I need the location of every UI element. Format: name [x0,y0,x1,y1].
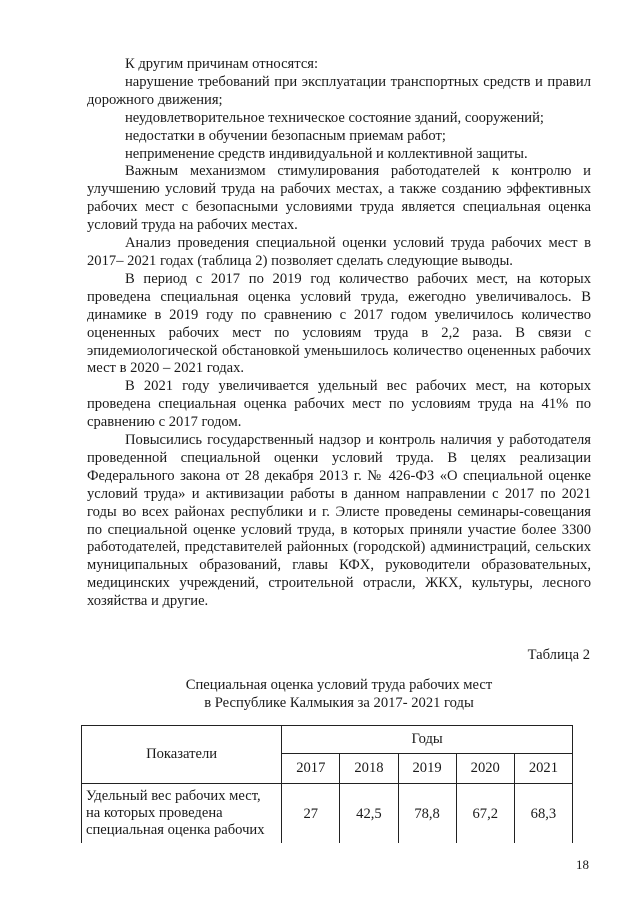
paragraph: неудовлетворительное техническое состояние зданий, сооружений; [125,109,544,126]
body-text [87,56,591,611]
paragraph: Повысились государственный надзор и контроль наличия у работодателя проведенной специальной оценки условий труда. В целях реализации Федерального закона от 28 декабря 2013 г. № 426-ФЗ «О специальной оценке условий труда» и активизации работы в данном направлении с 2017 по 2021 годы во всех районах республики и г. Элисте проведены семинары-совещания по специальной оценке условий труда, в которых приняли участие более 3300 работодателей, представителей районных (городской) администраций, сельских муниципальных образований, главы КФХ, руководители образовательных, медицинских учреждений, строительной отрасли, ЖКХ, культуры, лесного хозяйства и другие. [87,432,591,610]
header-years: Годы [282,726,573,754]
value-cell: 68,3 [514,784,572,846]
paragraph: В период с 2017 по 2019 год количество рабочих мест, на которых проведена специальная оценка условий труда, ежегодно увеличивалось. В динамике в 2019 году по сравнению с 2017 годом увеличилось количество оцененных рабочих мест по условиям труда в 2,2 раза. В связи с эпидемиологической обстановкой уменьшилось количество оцененных рабочих мест в 2020 – 2021 годах. [87,270,591,377]
table-title-line: в Республике Калмыкия за 2017- 2021 годы [204,695,474,711]
row-label: Удельный вес рабочих мест, на которых проведена специальная оценка рабочих [82,784,282,846]
year-cell: 2021 [514,754,572,784]
table-title-line: Специальная оценка условий труда рабочих мест [185,677,493,693]
paragraph: нарушение требований при эксплуатации транспортных средств и правил дорожного движения; [87,73,591,108]
year-cell: 2018 [340,754,398,784]
paragraph: Важным механизмом стимулирования работодателей к контролю и улучшению условий труда на рабочих местах, а также созданию эффективных рабочих мест с безопасными условиями труда является специальная оценка условий труда на рабочих местах. [87,163,591,234]
paragraph: К другим причинам относятся: [125,56,319,72]
paragraph: недостатки в обучении безопасным приемам работ; [125,127,446,144]
page-number: 18 [576,857,589,872]
page-bottom-margin [0,843,640,905]
value-cell: 78,8 [398,784,456,846]
table-label: Таблица 2 [527,647,590,663]
year-cell: 2019 [398,754,456,784]
header-indicators: Показатели [82,726,282,784]
table-header-row [82,726,573,754]
paragraph: Анализ проведения специальной оценки условий труда рабочих мест в 2017– 2021 годах (таблица 2) позволяет сделать следующие выводы. [87,235,591,269]
value-cell: 67,2 [456,784,514,846]
data-table [81,725,573,846]
table-title [87,676,591,712]
year-cell: 2020 [456,754,514,784]
year-cell: 2017 [282,754,340,784]
paragraph: неприменение средств индивидуальной и коллективной защиты. [125,145,528,162]
table-row [82,784,573,846]
value-cell: 42,5 [340,784,398,846]
paragraph: В 2021 году увеличивается удельный вес рабочих мест, на которых проведена специальная оценка рабочих мест по условиям труда на 41% по сравнению с 2017 годом. [87,378,591,431]
value-cell: 27 [282,784,340,846]
